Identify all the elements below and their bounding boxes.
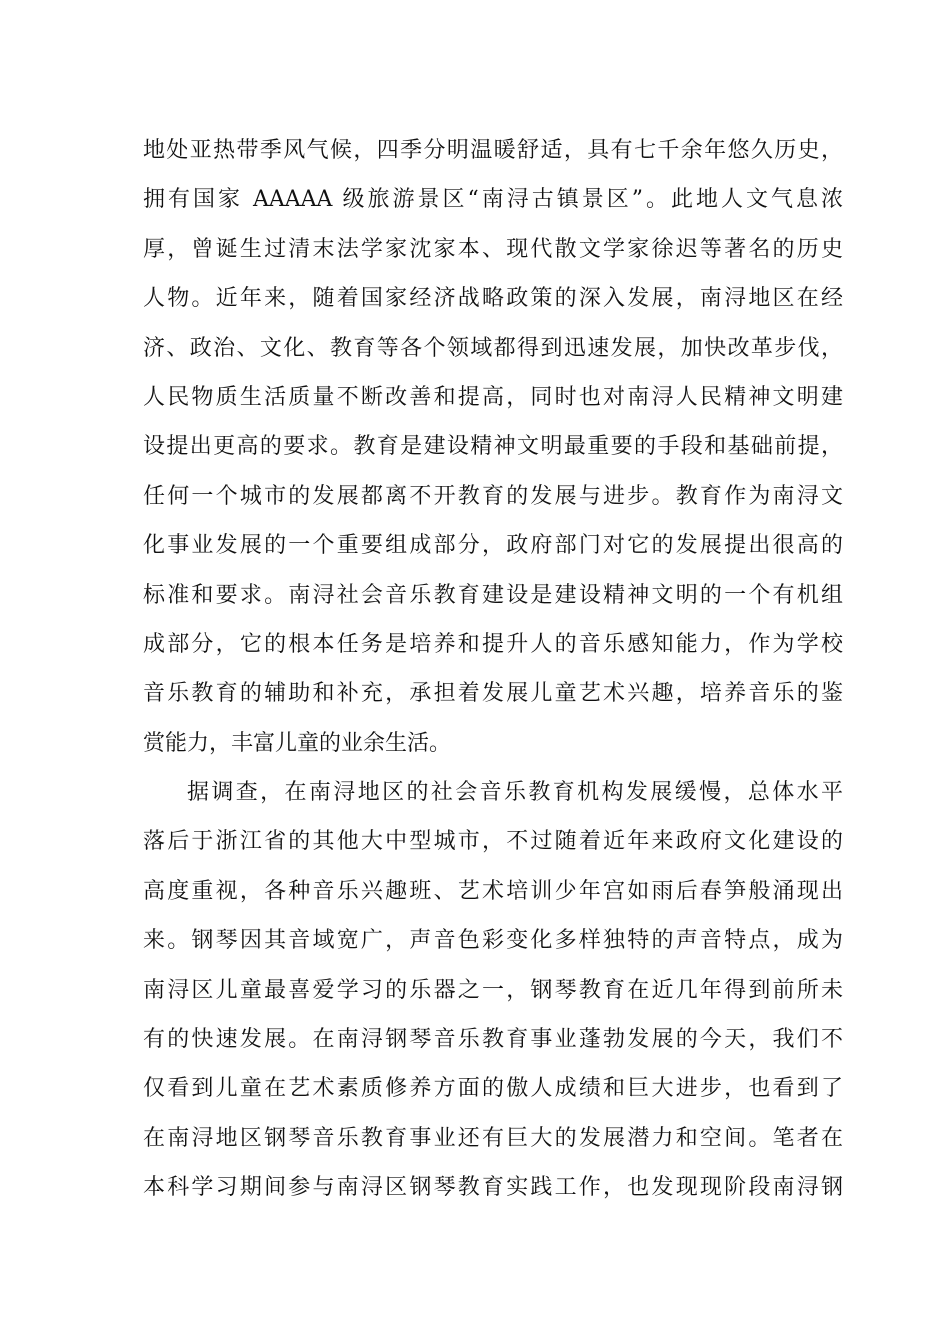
- text-line: 有的快速发展。在南浔钢琴音乐教育事业蓬勃发展的今天，我们不: [143, 1027, 843, 1053]
- text-line: 标准和要求。南浔社会音乐教育建设是建设精神文明的一个有机组: [143, 582, 843, 608]
- text-line: 南浔区儿童最喜爱学习的乐器之一，钢琴教育在近几年得到前所未: [143, 977, 843, 1003]
- body-text: [143, 126, 843, 1213]
- text-line: 济、政治、文化、教育等各个领域都得到迅速发展，加快改革步伐，: [143, 335, 843, 361]
- text-line: 来。钢琴因其音域宽广，声音色彩变化多样独特的声音特点，成为: [143, 928, 843, 954]
- text-line: 厚，曾诞生过清末法学家沈家本、现代散文学家徐迟等著名的历史: [143, 236, 843, 262]
- text-line: 任何一个城市的发展都离不开教育的发展与进步。教育作为南浔文: [143, 483, 843, 509]
- text-line: 化事业发展的一个重要组成部分，政府部门对它的发展提出很高的: [143, 533, 843, 559]
- text-line: 高度重视，各种音乐兴趣班、艺术培训少年宫如雨后春笋般涌现出: [143, 878, 843, 904]
- text-line: 在南浔地区钢琴音乐教育事业还有巨大的发展潜力和空间。笔者在: [143, 1125, 843, 1151]
- text-line: 成部分，它的根本任务是培养和提升人的音乐感知能力，作为学校: [143, 631, 843, 657]
- text-line: 仅看到儿童在艺术素质修养方面的傲人成绩和巨大进步，也看到了: [143, 1076, 843, 1102]
- text-line: 人物。近年来，随着国家经济战略政策的深入发展，南浔地区在经: [143, 286, 843, 312]
- text-line: 音乐教育的辅助和补充，承担着发展儿童艺术兴趣，培养音乐的鉴: [143, 681, 843, 707]
- paragraph-end-line: 赏能力，丰富儿童的业余生活。: [143, 730, 452, 756]
- text-line: 拥有国家 AAAAA 级旅游景区“南浔古镇景区”。此地人文气息浓: [143, 187, 843, 213]
- text-line: 本科学习期间参与南浔区钢琴教育实践工作，也发现现阶段南浔钢: [143, 1175, 843, 1201]
- text-line: 设提出更高的要求。教育是建设精神文明最重要的手段和基础前提，: [143, 434, 843, 460]
- text-line: 落后于浙江省的其他大中型城市，不过随着近年来政府文化建设的: [143, 829, 843, 855]
- paragraph-start-line: 据调查，在南浔地区的社会音乐教育机构发展缓慢，总体水平: [187, 780, 843, 806]
- text-line: 地处亚热带季风气候，四季分明温暖舒适，具有七千余年悠久历史，: [143, 138, 843, 163]
- text-line: 人民物质生活质量不断改善和提高，同时也对南浔人民精神文明建: [143, 384, 843, 410]
